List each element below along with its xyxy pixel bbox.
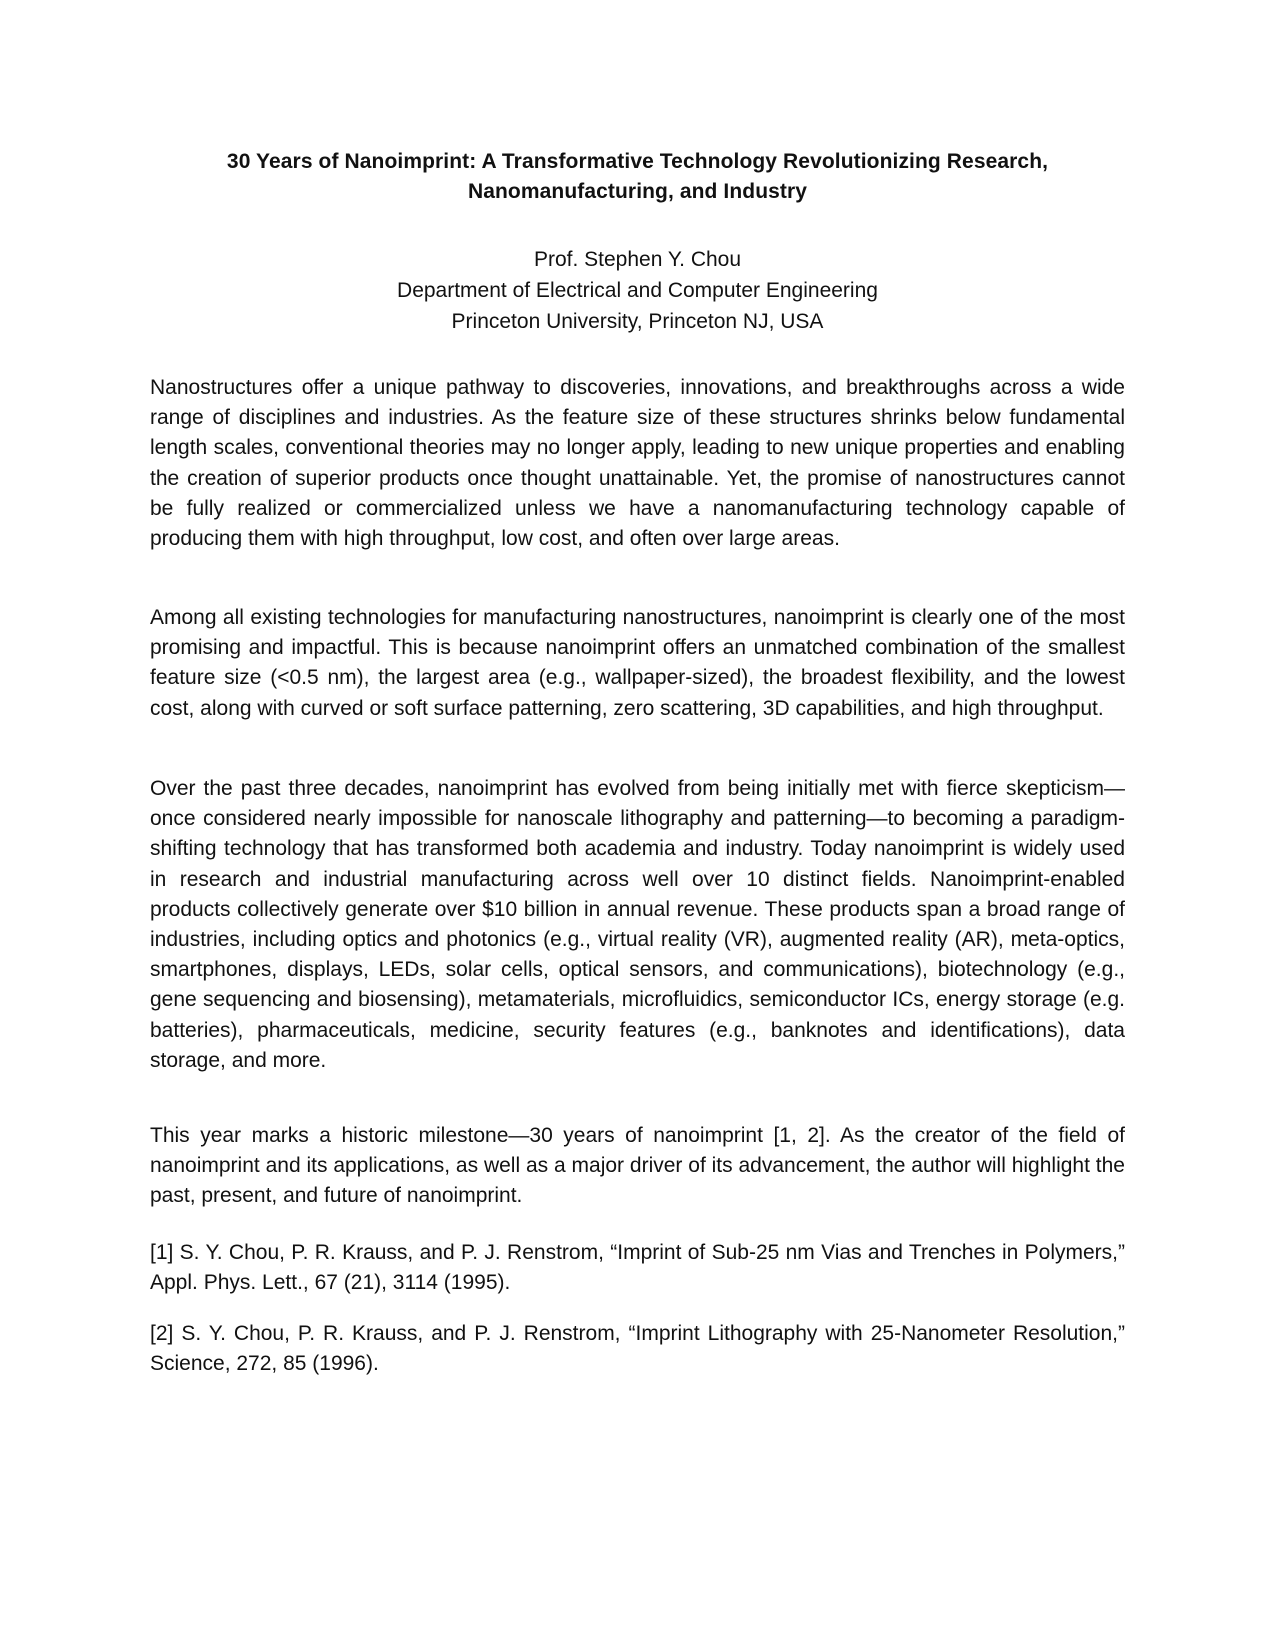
paragraph-3: Over the past three decades, nanoimprint has evolved from being initially met with fierce skepticism—once considered nearly impossible for nanoscale lithography and patterning—to becoming a paradigm-shifting technology that has transformed both academia and industry. Today nanoimprint is widely used in research and industrial manufacturing across well over 10 distinct fields. Nanoimprint-enabled products collectively generate over $10 billion in annual revenue. These products span a broad range of industries, including optics and photonics (e.g., virtual reality (VR), augmented reality (AR), meta-optics, smartphones, displays, LEDs, solar cells, optical sensors, and communications), biotechnology (e.g., gene sequencing and biosensing), metamaterials, microfluidics, semiconductor ICs, energy storage (e.g. batteries), pharmaceuticals, medicine, security features (e.g., banknotes and identifications), data storage, and more. (150, 777, 1125, 1072)
reference-1: [1] S. Y. Chou, P. R. Krauss, and P. J. Renstrom, “Imprint of Sub-25 nm Vias and Trenches in Polymers,” Appl. Phys. Lett., 67 (21), 3114 (1995). (150, 1241, 1125, 1295)
title-line-1: 30 Years of Nanoimprint: A Transformative Technology Revolutionizing Research, (226, 150, 1049, 173)
author-department: Department of Electrical and Computer Engineering (397, 279, 878, 302)
author-institution: Princeton University, Princeton NJ, USA (451, 310, 824, 333)
page-title (130, 147, 1145, 207)
paragraph-2: Among all existing technologies for manufacturing nanostructures, nanoimprint is clearly one of the most promising and impactful. This is because nanoimprint offers an unmatched combination of the smallest feature size (<0.5 nm), the largest area (e.g., wallpaper-sized), the broadest flexibility, and the lowest cost, along with curved or soft surface patterning, zero scattering, 3D capabilities, and high throughput. (150, 606, 1125, 720)
paragraph-1: Nanostructures offer a unique pathway to discoveries, innovations, and breakthroughs across a wide range of disciplines and industries. As the feature size of these structures shrinks below fundamental length scales, conventional theories may no longer apply, leading to new unique properties and enabling the creation of superior products once thought unattainable. Yet, the promise of nanostructures cannot be fully realized or commercialized unless we have a nanomanufacturing technology capable of producing them with high throughput, low cost, and often over large areas. (150, 376, 1125, 551)
title-line-2: Nanomanufacturing, and Industry (467, 180, 808, 203)
author-name: Prof. Stephen Y. Chou (533, 248, 742, 271)
reference-2: [2] S. Y. Chou, P. R. Krauss, and P. J. Renstrom, “Imprint Lithography with 25-Nanometer Resolution,” Science, 272, 85 (1996). (150, 1322, 1125, 1376)
paragraph-4: This year marks a historic milestone—30 years of nanoimprint [1, 2]. As the creator of the field of nanoimprint and its applications, as well as a major driver of its advancement, the author will highlight the past, present, and future of nanoimprint. (150, 1124, 1125, 1208)
author-block (130, 244, 1145, 337)
